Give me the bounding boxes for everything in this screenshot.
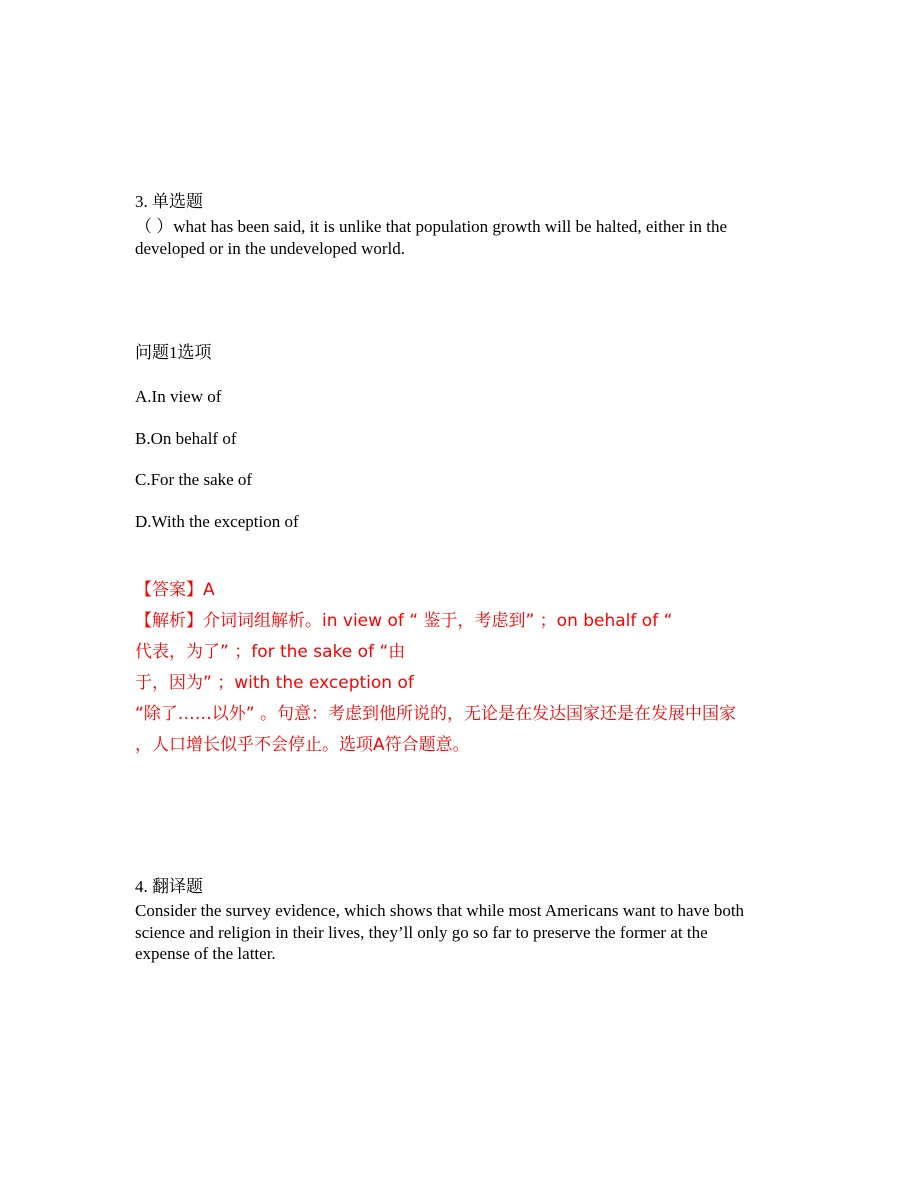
option-c: C.For the sake of (135, 470, 253, 489)
option-b: B.On behalf of (135, 429, 237, 448)
question-4-text-line-2: science and religion in their lives, they’ll only go so far to preserve the former at the (135, 922, 708, 942)
question-3-text-line-1: （ ）what has been said, it is unlike that population growth will be halted, either in the (135, 217, 728, 236)
question-4-heading: 4. 翻译题 (135, 877, 203, 896)
question-4-text-line-3: expense of the latter. (135, 944, 276, 963)
option-d: D.With the exception of (135, 512, 299, 531)
question-3-text-line-2: developed or in the undeveloped world. (135, 238, 406, 258)
options-heading: 问题1选项 (135, 343, 212, 362)
question-4-text-line-1: Consider the survey evidence, which shows that while most Americans want to have both (135, 901, 745, 920)
analysis-line-1: 【解析】介词词组解析。in view of “ 鉴于，考虑到” ；on behalf of “ (135, 611, 673, 631)
analysis-line-5: ，人口增长似乎不会停止。选项A符合题意。 (135, 735, 470, 755)
option-a: A.In view of (135, 387, 222, 406)
question-3-heading: 3. 单选题 (135, 192, 203, 211)
question-4-text (135, 900, 795, 965)
question-3-text (135, 216, 790, 259)
analysis-line-4: “除了……以外” 。句意：考虑到他所说的，无论是在发达国家还是在发展中国家 (135, 704, 737, 724)
analysis (135, 606, 790, 761)
answer-label: 【答案】A (135, 580, 215, 600)
analysis-line-3: 于，因为” ；with the exception of (135, 673, 414, 693)
analysis-line-2: 代表，为了” ；for the sake of “由 (135, 642, 406, 662)
